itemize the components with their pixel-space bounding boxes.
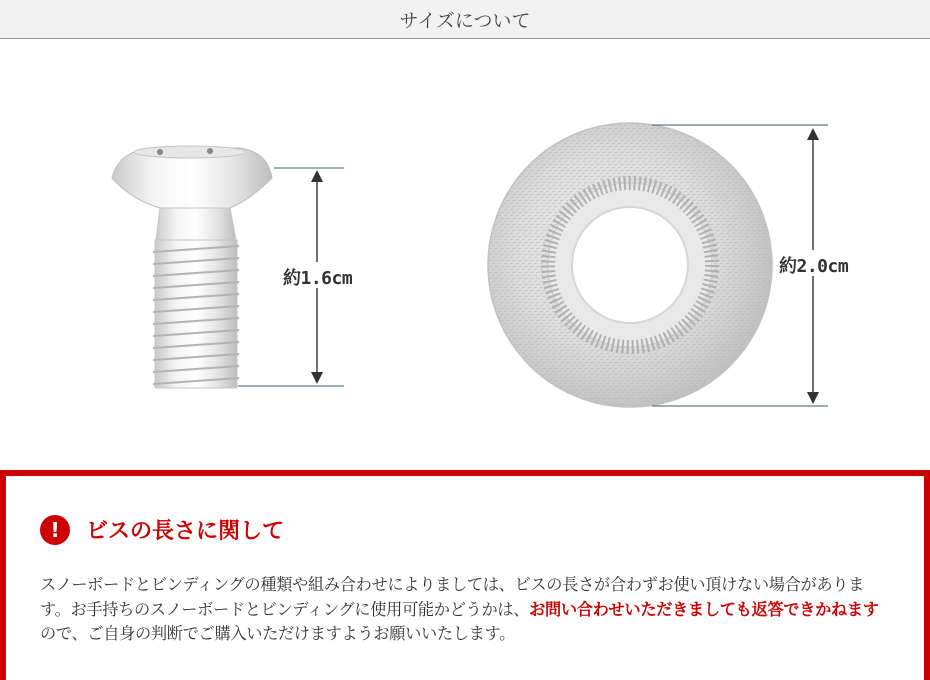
washer-image — [488, 123, 772, 407]
notice-box — [0, 470, 930, 680]
exclamation-icon: ! — [40, 515, 70, 545]
washer-diameter-label: 約2.0cm — [779, 256, 849, 277]
notice-body — [40, 573, 890, 647]
screw-length-label: 約1.6cm — [283, 268, 353, 289]
size-figure — [0, 40, 930, 470]
section-header — [0, 0, 930, 39]
notice-text-part2: ので、ご自身の判断でご購入いただけますようお願いいたします。 — [40, 624, 516, 643]
screw-image — [112, 146, 272, 388]
section-title: サイズについて — [399, 9, 531, 32]
notice-text-part1: スノーボードとビンディングの種類や組み合わせによりましては、ビスの長さが合わずお使い頂けない場合があります。お手持ちのスノーボードとビンディングに使用可能かどうかは、 — [40, 575, 865, 619]
notice-title — [40, 514, 284, 545]
notice-text-emphasis: お問い合わせいただきましても返答できかねます — [529, 599, 879, 619]
notice-heading: ビスの長さに関して — [86, 519, 285, 544]
